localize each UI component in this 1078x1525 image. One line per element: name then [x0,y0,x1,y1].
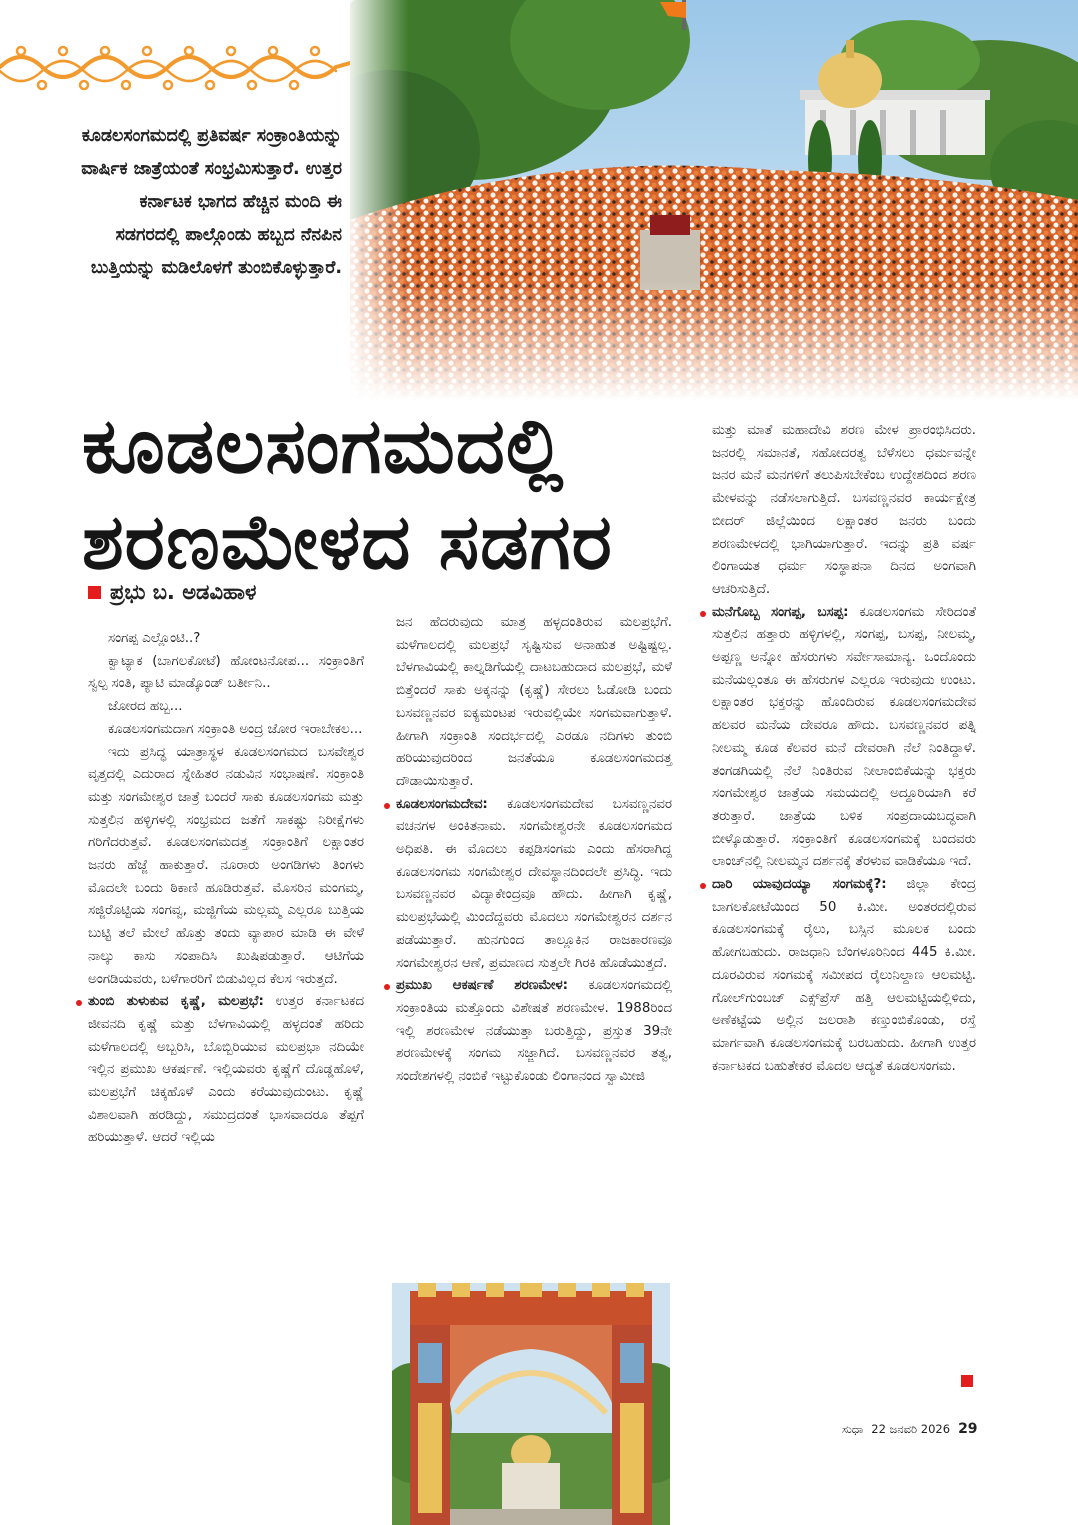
article-deck: ಕೂಡಲಸಂಗಮದಲ್ಲಿ ಪ್ರತಿವರ್ಷ ಸಂಕ್ರಾಂತಿಯನ್ನು ವಾರ್ಷಿಕ ಜಾತ್ರೆಯಂತೆ ಸಂಭ್ರಮಿಸುತ್ತಾರೆ. ಉತ್ತರ ಕರ್ನಾಟಕ ಭಾಗದ ಹೆಚ್ಚಿನ ಮಂದಿ ಈ ಸಡಗರದಲ್ಲಿ ಪಾಲ್ಗೊಂಡು ಹಬ್ಬದ ನೆನಪಿನ ಬುತ್ತಿಯನ್ನು ಮಡಿಲೊಳಗೆ ತುಂಬಿಕೊಳ್ಳುತ್ತಾರೆ. [81,126,342,278]
page-footer [842,1421,978,1437]
paragraph: ಜೋರದ ಹಬ್ಬ... [108,699,183,715]
paragraph-text: ಜಿಲ್ಲಾ ಕೇಂದ್ರ ಬಾಗಲಕೋಟೆಯಿಂದ 50 ಕಿ.ಮೀ. ಅಂತರದಲ್ಲಿರುವ ಕೂಡಲಸಂಗಮಕ್ಕೆ ರೈಲು, ಬಸ್ಸಿನ ಮೂಲಕ ಬಂದು ಹೋಗಬಹುದು. ರಾಜಧಾನಿ ಬೆಂಗಳೂರಿನಿಂದ 445 ಕಿ.ಮೀ. ದೂರವಿರುವ ಸಂಗಮಕ್ಕೆ ಸಮೀಪದ ರೈಲುನಿಲ್ದಾಣ ಆಲಮಟ್ಟಿ. ಗೋಲ್‌ಗುಂಬಜ್ ಎಕ್ಸ್‌ಪ್ರೆಸ್ ಹತ್ತಿ ಆಲಮಟ್ಟಿಯಲ್ಲಿಳಿದು, ಅಣೆಕಟ್ಟೆಯ ಅಲ್ಲಿನ ಜಲರಾಶಿ ಕಣ್ತುಂಬಿಕೊಂಡು, ರಸ್ತೆ ಮಾರ್ಗವಾಗಿ ಕೂಡಲಸಂಗಮಕ್ಕೆ ಬರಬಹುದು. ಹೀಗಾಗಿ ಉತ್ತರ ಕರ್ನಾಟಕದ ಬಹುತೇಕರ ಮೊದಲ ಆದ್ಯತೆ ಕೂಡಲಸಂಗಮ. [712,877,976,1074]
subheading: ದಾರಿ ಯಾವುದಯ್ಯಾ ಸಂಗಮಕ್ಕೆ?: [712,877,887,893]
issue-date: 22 ಜನವರಿ 2026 [871,1422,951,1436]
decorative-wave [0,35,350,95]
author-name: ಪ್ರಭು ಬ. ಅಡವಿಹಾಳ [110,580,257,604]
subheading: ಮನೆಗೊಬ್ಬ ಸಂಗಪ್ಪ, ಬಸಪ್ಪ: [712,604,849,620]
subheading: ಪ್ರಮುಖ ಆಕರ್ಷಣೆ ಶರಣಮೇಳ: [396,978,568,994]
byline-marker [88,586,101,599]
paragraph-text: ಉತ್ತರ ಕರ್ನಾಟಕದ ಜೀವನದಿ ಕೃಷ್ಣೆ ಮತ್ತು ಬೆಳಗಾವಿಯಲ್ಲಿ ಹಳ್ಳದಂತೆ ಹರಿದು ಮಳೆಗಾಲದಲ್ಲಿ ಅಬ್ಬರಿಸಿ, ಬೊಬ್ಬಿರಿಯುವ ಮಲಪ್ರಭಾ ನದಿಯೇ ಇಲ್ಲಿನ ಪ್ರಮುಖ ಆಕರ್ಷಣೆ. ಇಲ್ಲಿಯವರು ಕೃಷ್ಣೆಗೆ ದೊಡ್ಡಹೊಳೆ, ಮಲಪ್ರಭೆಗೆ ಚಿಕ್ಕಹೊಳೆ ಎಂದು ಕರೆಯುವುದುಂಟು. ಕೃಷ್ಣೆ ವಿಶಾಲವಾಗಿ ಹರಡಿದ್ದು, ಸಮುದ್ರದಂತೆ ಭಾಸವಾದರೂ ತೆಪ್ಪಗೆ ಹರಿಯುತ್ತಾಳೆ. ಆದರೆ ಇಲ್ಲಿಯ [88,994,364,1146]
page-number: 29 [958,1421,978,1437]
paragraph: ಕೂಡಲಸಂಗಮದಾಗ ಸಂಕ್ರಾಂತಿ ಅಂದ್ರ ಜೋರ ಇರಾಬೇಕಲ... [108,721,363,737]
paragraph-text: ಕೂಡಲಸಂಗಮ ಸೇರಿದಂತೆ ಸುತ್ತಲಿನ ಹತ್ತಾರು ಹಳ್ಳಿಗಳಲ್ಲಿ, ಸಂಗಪ್ಪ, ಬಸಪ್ಪ, ನೀಲಮ್ಮ, ಅಪ್ಪಣ್ಣ ಅನ್ನೋ ಹೆಸರುಗಳು ಸರ್ವೇಸಾಮಾನ್ಯ. ಒಂದೊಂದು ಮನೆಯಲ್ಲಂತೂ ಈ ಹೆಸರುಗಳ ಎಲ್ಲರೂ ಇರುವುದು ಉಂಟು. ಲಕ್ಷಾಂತರ ಭಕ್ತರನ್ನು ಹೊಂದಿರುವ ಕೂಡಲಸಂಗಮದೇವ ಹಲವರ ಮನೆಯ ದೇವರೂ ಹೌದು. ಬಸವಣ್ಣನವರ ಪತ್ನಿ ನೀಲಮ್ಮ ಕೂಡ ಕೆಲವರ ಮನೆ ದೇವರಾಗಿ ನೆಲೆ ನಿಂತಿದ್ದಾಳೆ. ತಂಗಡಗಿಯಲ್ಲಿ ನೆಲೆ ನಿಂತಿರುವ ನೀಲಾಂಬಿಕೆಯನ್ನು ಭಕ್ತರು ಸಂಗಮೇಶ್ವರ ಜಾತ್ರೆಯ ಸಮಯದಲ್ಲಿ ಅದ್ದೂರಿಯಾಗಿ ಕರೆ ತರುತ್ತಾರೆ. ಜಾತ್ರೆಯ ಬಳಿಕ ಸಂಪ್ರದಾಯಬದ್ಧವಾಗಿ ಬೀಳ್ಕೊಡುತ್ತಾರೆ. ಸಂಕ್ರಾಂತಿಗೆ ಕೂಡಲಸಂಗಮಕ್ಕೆ ಬಂದವರು ಲಾಂಚ್‌ನಲ್ಲಿ ನೀಲಮ್ಮನ ದರ್ಶನಕ್ಕೆ ತೆರಳುವ ವಾಡಿಕೆಯೂ ಇದೆ. [712,604,977,870]
paragraph-text: ಕೂಡಲಸಂಗಮದಲ್ಲಿ ಸಂಕ್ರಾಂತಿಯ ಮತ್ತೊಂದು ವಿಶೇಷತೆ ಶರಣಮೇಳ. 1988ರಿಂದ ಇಲ್ಲಿ ಶರಣಮೇಳ ನಡೆಯುತ್ತಾ ಬರುತ್ತಿದ್ದು, ಪ್ರಸ್ತುತ 39ನೇ ಶರಣಮೇಳಕ್ಕೆ ಸಂಗಮ ಸಜ್ಜಾಗಿದೆ. ಬಸವಣ್ಣನವರ ತತ್ವ, ಸಂದೇಶಗಳಲ್ಲಿ ನಂಬಿಕೆ ಇಟ್ಟುಕೊಂಡು ಲಿಂಗಾನಂದ ಸ್ವಾಮೀಜಿ [396,978,673,1085]
subsection-paragraph [396,794,672,976]
column-1 [88,628,364,1150]
paragraph: ಜನ ಹೆದರುವುದು ಮಾತ್ರ ಹಳ್ಳದಂತಿರುವ ಮಲಪ್ರಭೆಗೆ. ಮಳೆಗಾಲದಲ್ಲಿ ಮಲಪ್ರಭೆ ಸೃಷ್ಟಿಸುವ ಅನಾಹುತ ಅಷ್ಟಿಷ್ಟಲ್ಲ. ಬೆಳಗಾವಿಯಲ್ಲಿ ಕಾಲ್ನಡಿಗೆಯಲ್ಲಿ ದಾಟಬಹುದಾದ ಮಲಪ್ರಭೆ, ಮಳೆ ಬಿತ್ತೆಂದರೆ ಸಾಕು ಅಕ್ಕನನ್ನು (ಕೃಷ್ಣೆ) ಸೇರಲು ಓಡೋಡಿ ಬಂದು ಬಸವಣ್ಣನವರ ಐಕ್ಯಮಂಟಪ ಇರುವಲ್ಲಿಯೇ ಸಂಗಮವಾಗುತ್ತಾಳೆ. ಹೀಗಾಗಿ ಸಂಕ್ರಾಂತಿ ಸಂದರ್ಭದಲ್ಲಿ ಎರಡೂ ನದಿಗಳು ತುಂಬಿ ಹರಿಯುವುದರಿಂದ ಜನತೆಯೂ ಕೂಡಲಸಂಗಮದತ್ತ ದೌಡಾಯಿಸುತ್ತಾರೆ. [396,615,672,789]
paragraph: ಕ್ವಾಟ್ಯಾಕ (ಬಾಗಲಕೋಟೆ) ಹೋಂಟನೋಪ... ಸಂಕ್ರಾಂತಿಗೆ ಸ್ವಲ್ಪ ಸಂತಿ, ಪ್ಯಾಟಿ ಮಾಡ್ಕೊಂಡ್ ಬರ್ತೀನಿ.. [88,653,364,692]
title-line-1: ಕೂಡಲಸಂಗಮದಲ್ಲಿ [82,401,565,490]
paragraph-text: ಕೂಡಲಸಂಗಮದೇವ ಬಸವಣ್ಣನವರ ವಚನಗಳ ಅಂಕಿತನಾಮ. ಸಂಗಮೇಶ್ವರನೇ ಕೂಡಲಸಂಗಮದ ಅಧಿಪತಿ. ಈ ಮೊದಲು ಕಪ್ಪಡಿಸಂಗಮ ಎಂದು ಹೆಸರಾಗಿದ್ದ ಕೂಡಲಸಂಗಮ ಸಂಗಮೇಶ್ವರ ದೇವಸ್ಥಾನದಿಂದಲೇ ಪ್ರಸಿದ್ಧಿ. ಇದು ಬಸವಣ್ಣನವರ ವಿದ್ಯಾಕೇಂದ್ರವೂ ಹೌದು. ಹೀಗಾಗಿ ಕೃಷ್ಣೆ, ಮಲಪ್ರಭೆಯಲ್ಲಿ ಮಿಂದೆದ್ದವರು ಮೊದಲು ಸಂಗಮೇಶ್ವರನ ದರ್ಶನ ಪಡೆಯುತ್ತಾರೆ. ಹುನಗುಂದ ತಾಲ್ಲೂಕಿನ ರಾಜಕಾರಣವೂ ಸಂಗಮೇಶ್ವರನ ಆಣೆ, ಪ್ರಮಾಣದ ಸುತ್ತಲೇ ಗಿರಕಿ ಹೊಡೆಯುತ್ತದೆ. [396,796,672,971]
subsection-paragraph [712,602,976,874]
byline [88,580,256,605]
temple-gate-photo [392,1283,670,1525]
paragraph: ಮತ್ತು ಮಾತೆ ಮಹಾದೇವಿ ಶರಣ ಮೇಳ ಪ್ರಾರಂಭಿಸಿದರು. ಜನರಲ್ಲಿ ಸಮಾನತೆ, ಸಹೋದರತ್ವ ಬೆಳೆಸಲು ಧರ್ಮವನ್ನೇ ಜನರ ಮನೆ ಮನಗಳಿಗೆ ತಲುಪಿಸಬೇಕೆಂಬ ಉದ್ದೇಶದಿಂದ ಶರಣ ಮೇಳವನ್ನು ನಡೆಸಲಾಗುತ್ತಿದೆ. ಬಸವಣ್ಣನವರ ಕಾರ್ಯಕ್ಷೇತ್ರ ಬೀದರ್ ಜಿಲ್ಲೆಯಿಂದ ಲಕ್ಷಾಂತರ ಜನರು ಬಂದು ಶರಣಮೇಳದಲ್ಲಿ ಭಾಗಿಯಾಗುತ್ತಾರೆ. ಇದನ್ನು ಪ್ರತಿ ವರ್ಷ ಲಿಂಗಾಯತ ಧರ್ಮ ಸಂಸ್ಥಾಪನಾ ದಿನದ ಅಂಗವಾಗಿ ಆಚರಿಸುತ್ತಿದೆ. [712,423,976,597]
end-mark [961,1375,973,1387]
paragraph: ಇದು ಪ್ರಸಿದ್ಧ ಯಾತ್ರಾಸ್ಥಳ ಕೂಡಲಸಂಗಮದ ಬಸವೇಶ್ವರ ವೃತ್ತದಲ್ಲಿ ಎದುರಾದ ಸ್ನೇಹಿತರ ನಡುವಿನ ಸಂಭಾಷಣೆ. ಸಂಕ್ರಾಂತಿ ಮತ್ತು ಸಂಗಮೇಶ್ವರ ಜಾತ್ರೆ ಬಂದರೆ ಸಾಕು ಕೂಡಲಸಂಗಮ ಮತ್ತು ಸುತ್ತಲಿನ ಹಳ್ಳಿಗಳಲ್ಲಿ ಸಂಭ್ರಮದ ಜತೆಗೆ ಸಾಕಷ್ಟು ನಿರೀಕ್ಷೆಗಳು ಗರಿಗೆದರುತ್ತವೆ. ಕೂಡಲಸಂಗಮದತ್ತ ಸಂಕ್ರಾಂತಿಗೆ ಲಕ್ಷಾಂತರ ಜನರು ಹೆಜ್ಜೆ ಹಾಕುತ್ತಾರೆ. ನೂರಾರು ಅಂಗಡಿಗಳು ತಿಂಗಳು ಮೊದಲೇ ಬಂದು ಠಿಕಾಣಿ ಹೂಡಿರುತ್ತವೆ. ಮೊಸರಿನ ಮಂಗಮ್ಮ, ಸಜ್ಜಿರೊಟ್ಟಿಯ ಸಂಗವ್ವ, ಮಜ್ಜಿಗೆಯ ಮಲ್ಲಮ್ಮ ಎಲ್ಲರೂ ಬುತ್ತಿಯ ಬುಟ್ಟಿ ತಲೆ ಮೇಲೆ ಹೊತ್ತು ತಂದು ವ್ಯಾಪಾರ ಮಾಡಿ ಈ ವೇಳೆ ನಾಲ್ಕು ಕಾಸು ಸಂಪಾದಿಸಿ ಖುಷಿಪಡುತ್ತಾರೆ. ಆಟಿಗೆಯ ಅಂಗಡಿಯವರು, ಬಳೆಗಾರರಿಗೆ ಬಿಡುವಿಲ್ಲದ ಕೆಲಸ ಇರುತ್ತದೆ. [88,744,364,987]
subsection-paragraph [396,975,672,1089]
publication-name: ಸುಧಾ [842,1422,864,1436]
column-3 [712,420,976,1078]
subheading: ಕೂಡಲಸಂಗಮದೇವ: [396,796,488,812]
hero-photo-crowd [350,0,1078,400]
article-title [82,398,682,590]
paragraph: ಸಂಗಪ್ಪ ಎಲ್ಲೊಂಟಿ..? [108,631,201,646]
title-line-2: ಶರಣಮೇಳದ ಸಡಗರ [82,497,613,586]
column-2 [396,612,672,1089]
subsection-paragraph [712,874,976,1078]
subheading: ತುಂಬಿ ತುಳುಕುವ ಕೃಷ್ಣೆ, ಮಲಪ್ರಭೆ: [88,994,264,1010]
subsection-paragraph [88,991,364,1150]
